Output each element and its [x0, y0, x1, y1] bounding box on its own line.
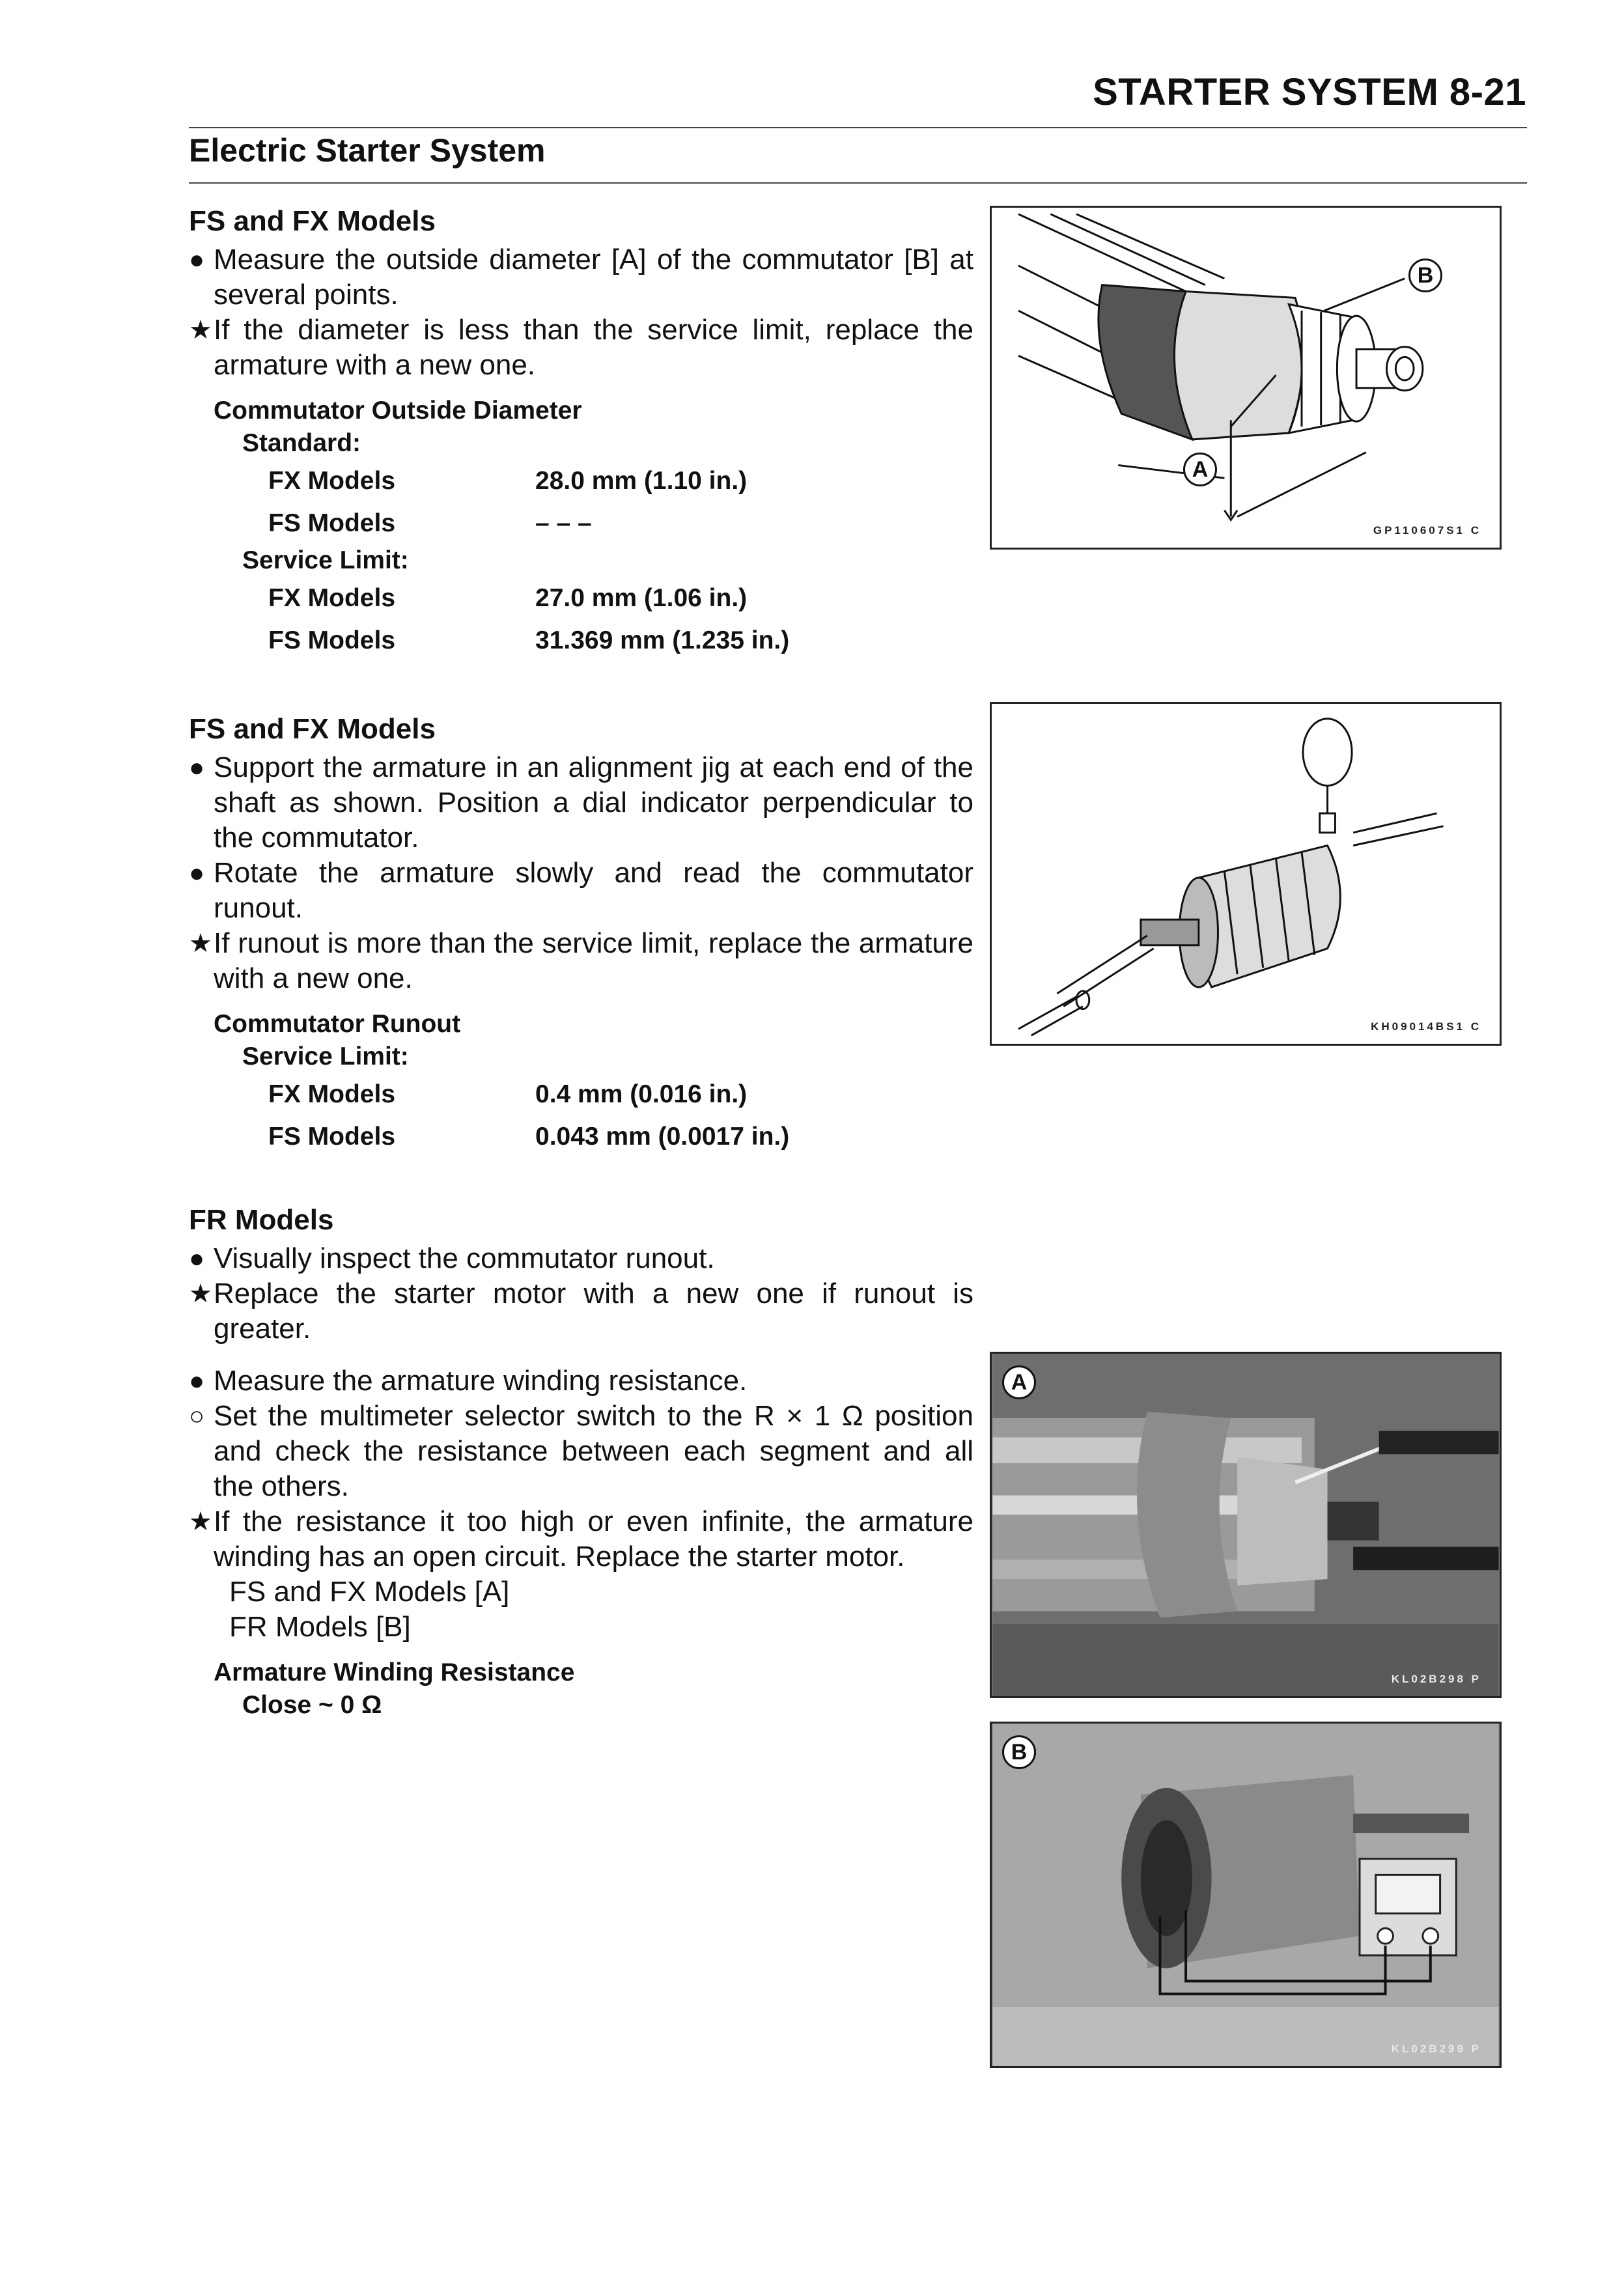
block2-item	[189, 926, 973, 996]
header-rule	[189, 127, 1527, 128]
block4-item	[189, 1504, 973, 1574]
spec-title: Commutator Runout	[214, 1010, 461, 1038]
block1-item	[189, 242, 973, 313]
figure-commutator-diameter	[990, 206, 1502, 550]
star-marker: ★	[189, 316, 212, 344]
block2-item-text: Rotate the armature slowly and read the commutator runout.	[214, 857, 973, 924]
spec-outside-diameter	[189, 395, 973, 662]
block-winding-resistance	[189, 1363, 973, 1722]
spec-model: FS Models	[268, 509, 396, 537]
block2-item	[189, 856, 973, 926]
figure-code: KH09014BS1 C	[1371, 1020, 1481, 1033]
block-fr-runout	[189, 1202, 973, 1347]
spec-limit-label: Service Limit:	[242, 1042, 409, 1070]
figure-runout-dial-indicator	[990, 702, 1502, 1046]
spec-row	[189, 460, 973, 502]
spec-title: Commutator Outside Diameter	[214, 397, 582, 425]
block2-item	[189, 750, 973, 856]
spec-commutator-runout	[189, 1008, 973, 1158]
block2-item-text: Support the armature in an alignment jig at each end of the shaft as shown. Position a dial indicator perpendicular to the commutator.	[214, 751, 973, 854]
spec-value: 27.0 mm (1.06 in.)	[535, 583, 748, 612]
spec-value: 28.0 mm (1.10 in.)	[535, 466, 748, 495]
spec-value: 0.043 mm (0.0017 in.)	[535, 1122, 790, 1151]
spec-standard-label: Standard:	[242, 429, 361, 457]
block1-item	[189, 313, 973, 383]
block4-item	[189, 1399, 973, 1504]
block4-item	[189, 1363, 973, 1399]
section-rule	[189, 182, 1527, 184]
circle-marker: ○	[189, 1402, 205, 1431]
block1-item-text: Measure the outside diameter [A] of the commutator [B] at several points.	[214, 244, 973, 311]
block-commutator-runout	[189, 711, 973, 1158]
spec-value-line: Close ~ 0 Ω	[242, 1691, 382, 1719]
figure-label-b: B	[1408, 259, 1442, 292]
armature-probe-photo-image	[992, 1354, 1500, 1696]
block1-item-text: If the diameter is less than the service limit, replace the armature with a new one.	[214, 314, 973, 381]
block3-item	[189, 1276, 973, 1347]
spec-title: Armature Winding Resistance	[214, 1658, 575, 1686]
page-header-title: STARTER SYSTEM 8-21	[1093, 71, 1526, 113]
model-reference-line: FR Models [B]	[229, 1611, 411, 1643]
block4-item-text: Set the multimeter selector switch to the R × 1 Ω position and check the resistance between each segment and all the others.	[214, 1400, 973, 1502]
block2-heading: FS and FX Models	[189, 713, 436, 745]
figure-label-a: A	[1183, 453, 1217, 486]
figure-label-a: A	[1002, 1365, 1036, 1399]
figure-label-b: B	[1002, 1735, 1036, 1769]
spec-row	[189, 577, 973, 619]
figure-code: GP110607S1 C	[1373, 524, 1481, 537]
spec-model: FX Models	[268, 466, 396, 495]
spec-winding-resistance	[189, 1656, 973, 1722]
spec-row	[189, 1115, 973, 1158]
block-outside-diameter	[189, 203, 973, 662]
figure-photo-fr	[990, 1722, 1502, 2068]
spec-model: FS Models	[268, 626, 396, 654]
spec-row	[189, 502, 973, 544]
spec-model: FS Models	[268, 1122, 396, 1151]
block3-item	[189, 1241, 973, 1276]
bullet-marker: ●	[189, 1367, 205, 1395]
armature-meter-photo-image	[992, 1724, 1500, 2066]
dial-indicator-drawing-image	[992, 704, 1500, 1044]
spec-model: FX Models	[268, 583, 396, 612]
section-title: Electric Starter System	[189, 132, 546, 169]
block4-item-text: Measure the armature winding resistance.	[214, 1365, 748, 1397]
star-marker: ★	[189, 1279, 212, 1308]
figure-code: KL02B299 P	[1391, 2043, 1481, 2055]
model-reference-line: FS and FX Models [A]	[229, 1576, 510, 1608]
star-marker: ★	[189, 1507, 212, 1536]
spec-value: 0.4 mm (0.016 in.)	[535, 1080, 748, 1108]
spec-value: – – –	[535, 509, 592, 537]
spec-model: FX Models	[268, 1080, 396, 1108]
figure-photo-fs-fx	[990, 1352, 1502, 1698]
block2-item-text: If runout is more than the service limit, replace the armature with a new one.	[214, 927, 973, 994]
block4-item-text: If the resistance it too high or even infinite, the armature winding has an open circuit. Replace the starter motor.	[214, 1505, 973, 1572]
spec-limit-label: Service Limit:	[242, 546, 409, 574]
star-marker: ★	[189, 929, 212, 958]
block1-heading: FS and FX Models	[189, 205, 436, 237]
bullet-marker: ●	[189, 245, 205, 274]
bullet-marker: ●	[189, 1244, 205, 1273]
bullet-marker: ●	[189, 753, 205, 782]
spec-value: 31.369 mm (1.235 in.)	[535, 626, 790, 654]
block3-item-text: Replace the starter motor with a new one if runout is greater.	[214, 1278, 973, 1345]
spec-row	[189, 1073, 973, 1115]
block3-item-text: Visually inspect the commutator runout.	[214, 1242, 715, 1274]
block3-heading: FR Models	[189, 1204, 334, 1236]
figure-code: KL02B298 P	[1391, 1673, 1481, 1685]
bullet-marker: ●	[189, 859, 205, 887]
spec-row	[189, 619, 973, 662]
